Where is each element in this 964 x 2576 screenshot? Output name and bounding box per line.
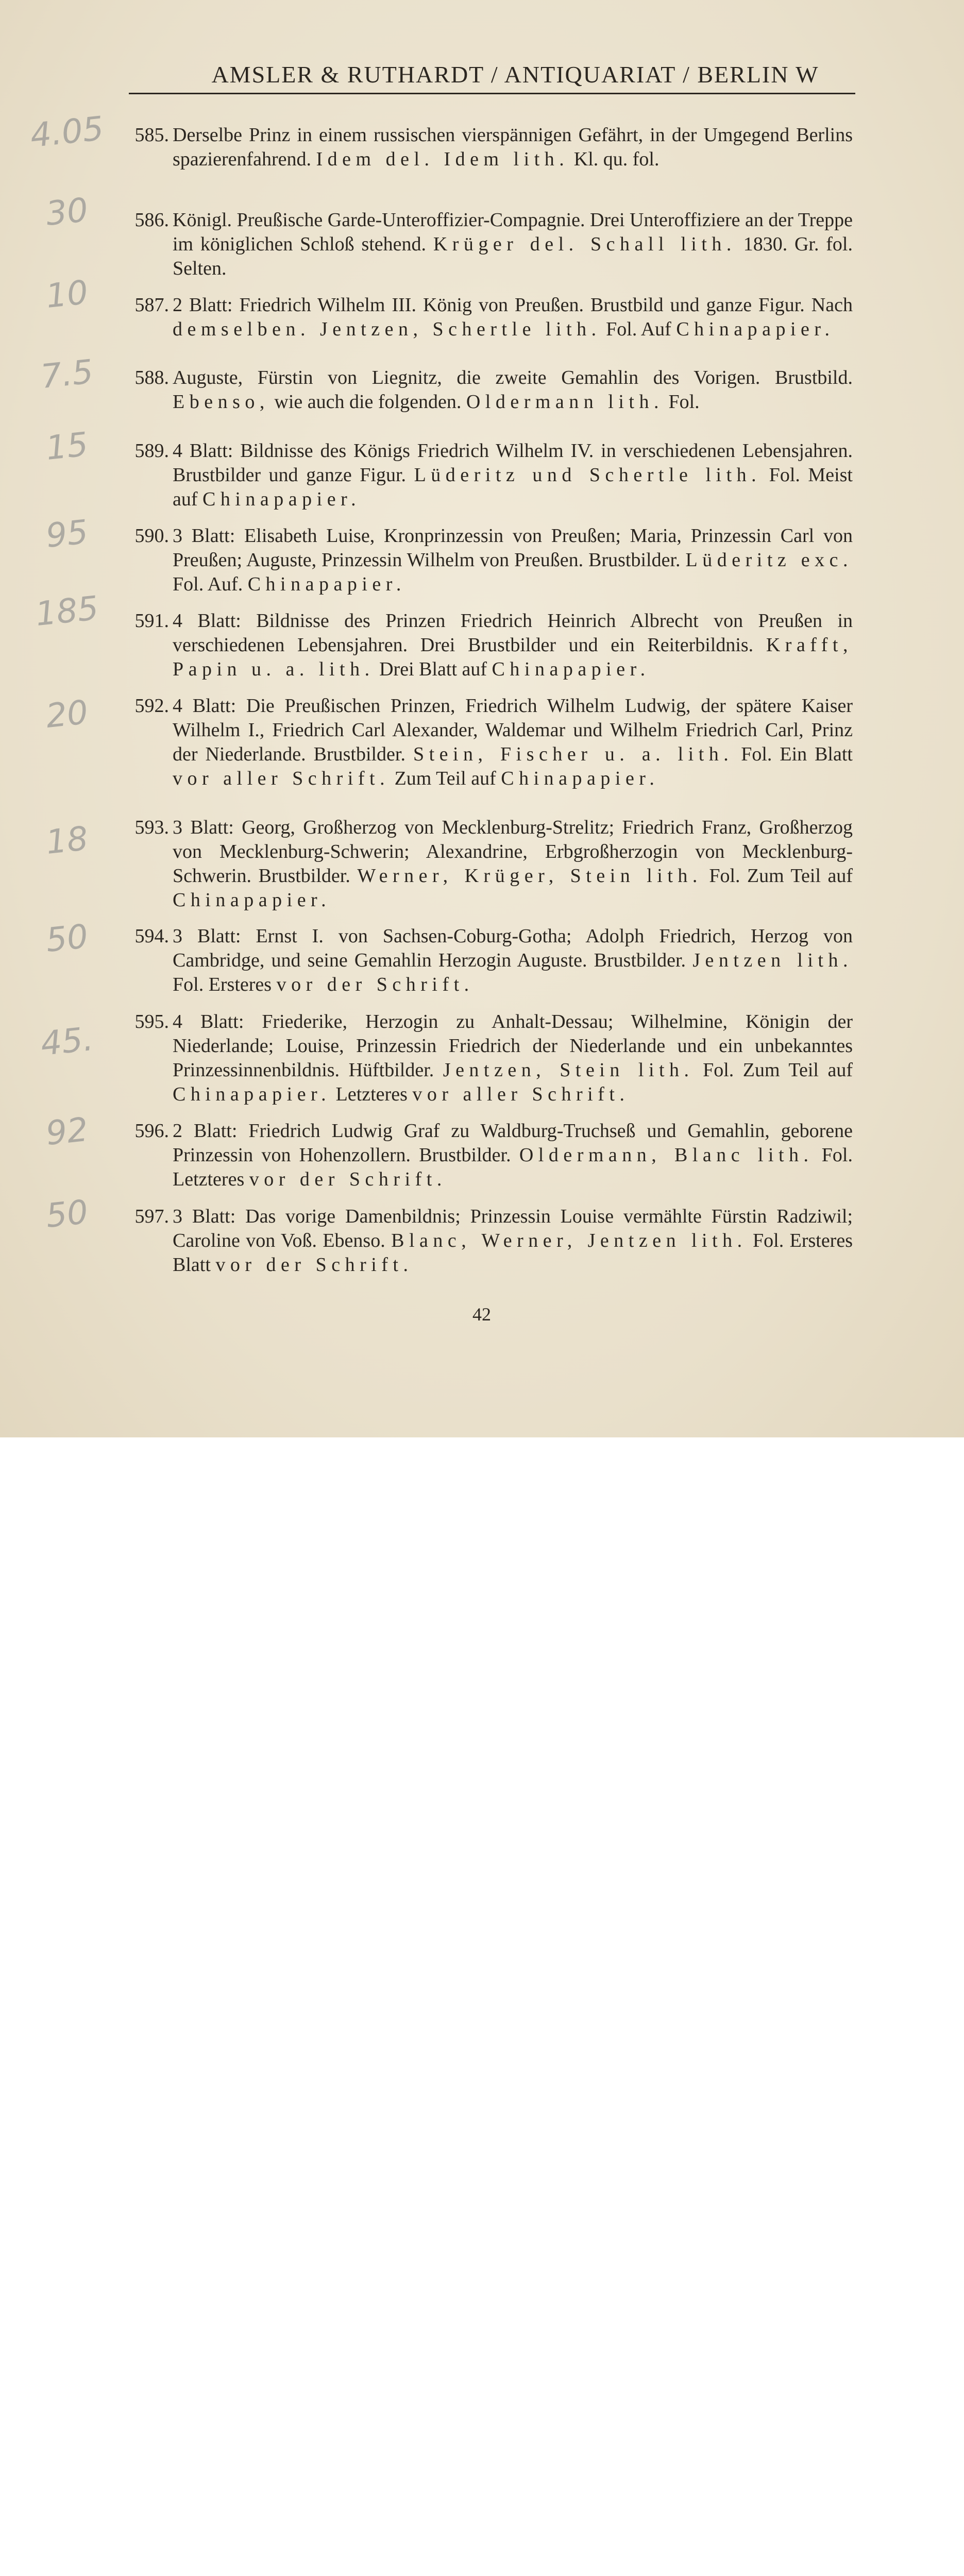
entry-text [173, 1010, 853, 1107]
entry-number: 585. [134, 124, 169, 146]
entry-number: 590. [134, 525, 169, 547]
spaced-attribution: Stein, Fischer u. a. lith. [413, 743, 734, 765]
entry-text [173, 439, 853, 512]
entry-text [173, 293, 853, 342]
spaced-attribution: Oldermann lith. [466, 391, 664, 413]
entry-text-segment: 3 Blatt: Ernst I. von Sachsen-Coburg-Gotha; Adolph Friedrich, Herzog von Cambridge, und seine Gemahlin Herzogin Auguste. Brustbilder. [173, 925, 853, 971]
entry-text [173, 524, 853, 597]
footer-bar [0, 1437, 964, 1527]
pencil-price-note: 95 [44, 513, 90, 556]
spaced-attribution: Blanc, Werner, Jentzen lith. [391, 1230, 747, 1251]
entry-text-segment: Letzteres [331, 1083, 413, 1105]
entry-text-segment: Fol. Ersteres [173, 974, 277, 995]
entry-number: 594. [134, 925, 169, 947]
entry-text-segment: Fol. Meist auf [173, 464, 853, 510]
entry-text [173, 924, 853, 997]
entry-text-segment: 3 Blatt: Elisabeth Luise, Kronprinzessin von Preußen; Maria, Prinzessin Carl von Preußen; Auguste, Prinzessin Wilhelm von Preußen. Brustbilder. [173, 525, 853, 571]
spaced-attribution: Chinapapier. [492, 658, 650, 680]
pencil-price-note: 185 [33, 589, 100, 634]
spaced-attribution: Oldermann, Blanc lith. [519, 1144, 814, 1166]
entry-text-segment: Fol. Zum Teil auf [694, 1059, 853, 1081]
spaced-attribution: Chinapapier. [202, 488, 361, 510]
entry-text-segment: 2 Blatt: Friedrich Wilhelm III. König von Preußen. Brustbild und ganze Figur. Nach [173, 294, 853, 316]
entry-number: 589. [134, 440, 169, 462]
pencil-price-note: 45. [39, 1020, 95, 1064]
spaced-attribution: Ebenso, [173, 391, 269, 413]
entry-number: 586. [134, 209, 169, 231]
entry-number: 596. [134, 1120, 169, 1142]
spaced-attribution: Chinapapier. [247, 573, 406, 595]
spaced-attribution: vor aller Schrift. [412, 1083, 630, 1105]
spaced-attribution: demselben. Jentzen, Schertle lith. [173, 318, 601, 340]
spaced-attribution: Idem del. Idem lith. [316, 148, 569, 170]
entry-text [173, 609, 853, 682]
entry-text-segment: 4 Blatt: Bildnisse des Prinzen Friedrich Heinrich Albrecht von Preußen in verschiedenen Lebensjahren. Drei Brustbilder und ein Reiterbildnis. [173, 610, 853, 656]
entry-text-segment: 4 Blatt: Bildnisse des Königs Friedrich Wilhelm IV. in verschiedenen Lebensjahren. Brustbilder und ganze Figur. [173, 440, 853, 486]
entry-text-segment: 4 Blatt: Die Preußischen Prinzen, Friedrich Wilhelm Ludwig, der spätere Kaiser Wilhelm I., Friedrich Carl Alexander, Waldemar und Wilhelm Friedrich Carl, Prinz der Niederlande. Brustbilder. [173, 695, 853, 765]
spaced-attribution: vor der Schrift. [249, 1168, 447, 1190]
entry-number: 591. [134, 610, 169, 632]
pencil-price-note: 15 [44, 425, 90, 468]
entry-number: 595. [134, 1011, 169, 1032]
spaced-attribution: vor der Schrift. [276, 974, 474, 995]
entry-text-segment: 4 Blatt: Friederike, Herzogin zu Anhalt-Dessau; Wilhelmine, Königin der Niederlande; Louise, Prinzessin Friedrich der Niederlande und ein unbekanntes Prinzessinnenbildnis. Hüftbilder. [173, 1011, 853, 1081]
entry-text-segment: Fol. Ein Blatt [733, 743, 853, 765]
entry-text-segment: Fol. Auf. [173, 573, 248, 595]
entry-text [173, 816, 853, 912]
entry-text-segment: Fol. [663, 391, 700, 413]
running-head: AMSLER & RUTHARDT / ANTIQUARIAT / BERLIN W [211, 61, 819, 88]
entry-text [173, 694, 853, 791]
page-number: 42 [472, 1304, 491, 1325]
spaced-attribution: vor der Schrift. [215, 1254, 413, 1276]
entry-number: 587. [134, 294, 169, 316]
entry-text [173, 1119, 853, 1192]
pencil-price-note: 4.05 [28, 109, 106, 156]
entry-text-segment: Drei Blatt auf [374, 658, 492, 680]
spaced-attribution: Chinapapier. [173, 889, 331, 911]
spaced-attribution: Werner, Krüger, Stein lith. [357, 865, 702, 887]
entry-text-segment: Königl. Preußische Garde-Unteroffizier-Compagnie. Drei Unteroffiziere an der Treppe im königlichen Schloß stehend. [173, 209, 853, 255]
entry-number: 588. [134, 367, 169, 388]
pencil-price-note: 92 [44, 1110, 90, 1154]
spaced-attribution: Lüderitz exc. [685, 549, 853, 571]
spaced-attribution: Jentzen lith. [692, 950, 853, 971]
spaced-attribution: vor aller Schrift. [173, 768, 390, 789]
entry-text-segment: 1830. Gr. fol. Selten. [173, 233, 853, 279]
spaced-attribution: Krafft, Papin u. a. lith. [173, 634, 853, 680]
entry-text-segment: Fol. Ersteres Blatt [173, 1230, 853, 1276]
entry-text-segment: Fol. Auf [601, 318, 677, 340]
pencil-price-note: 20 [44, 693, 90, 736]
spaced-attribution: Chinapapier. [676, 318, 835, 340]
spaced-attribution: Krüger del. Schall lith. [433, 233, 736, 255]
entry-text [173, 123, 853, 172]
entry-text-segment: Fol. Letzteres [173, 1144, 853, 1190]
entry-text-segment: Zum Teil auf [390, 768, 501, 789]
entry-text-segment: Fol. Zum Teil auf [702, 865, 853, 887]
entry-text [173, 1205, 853, 1277]
entry-text-segment: 2 Blatt: Friedrich Ludwig Graf zu Waldburg-Truchseß und Gemahlin, geborene Prinzessin von Hohenzollern. Brustbilder. [173, 1120, 853, 1166]
pencil-price-note: 50 [44, 1193, 90, 1236]
entry-number: 592. [134, 695, 169, 717]
entry-text-segment: Kl. qu. fol. [569, 148, 659, 170]
entry-text [173, 208, 853, 281]
entry-text-segment: wie auch die folgenden. [269, 391, 466, 413]
entry-text-segment: Derselbe Prinz in einem russischen vierspännigen Gefährt, in der Umgegend Berlins spazierenfahrend. [173, 124, 853, 170]
pencil-price-note: 18 [44, 819, 90, 862]
pencil-price-note: 50 [44, 917, 90, 960]
spaced-attribution: Jentzen, Stein lith. [443, 1059, 694, 1081]
pencil-price-note: 10 [44, 273, 90, 316]
entry-number: 597. [134, 1206, 169, 1227]
pencil-price-note: 30 [44, 191, 90, 234]
entry-text-segment: Auguste, Fürstin von Liegnitz, die zweite Gemahlin des Vorigen. Brustbild. [173, 367, 853, 388]
entry-number: 593. [134, 817, 169, 838]
spaced-attribution: Chinapapier. [501, 768, 659, 789]
entry-text-segment: 3 Blatt: Das vorige Damenbildnis; Prinzessin Louise vermählte Fürstin Radziwil; Caroline von Voß. Ebenso. [173, 1206, 853, 1251]
pencil-price-note: 7.5 [39, 352, 95, 397]
spaced-attribution: Lüderitz und Schertle lith. [414, 464, 762, 486]
spaced-attribution: Chinapapier. [173, 1083, 331, 1105]
entry-text-segment: 3 Blatt: Georg, Großherzog von Mecklenburg-Strelitz; Friedrich Franz, Großherzog von Mecklenburg-Schwerin; Alexandrine, Erbgroßherzogin von Mecklenburg-Schwerin. Brustbilder. [173, 817, 853, 887]
entry-text [173, 366, 853, 414]
